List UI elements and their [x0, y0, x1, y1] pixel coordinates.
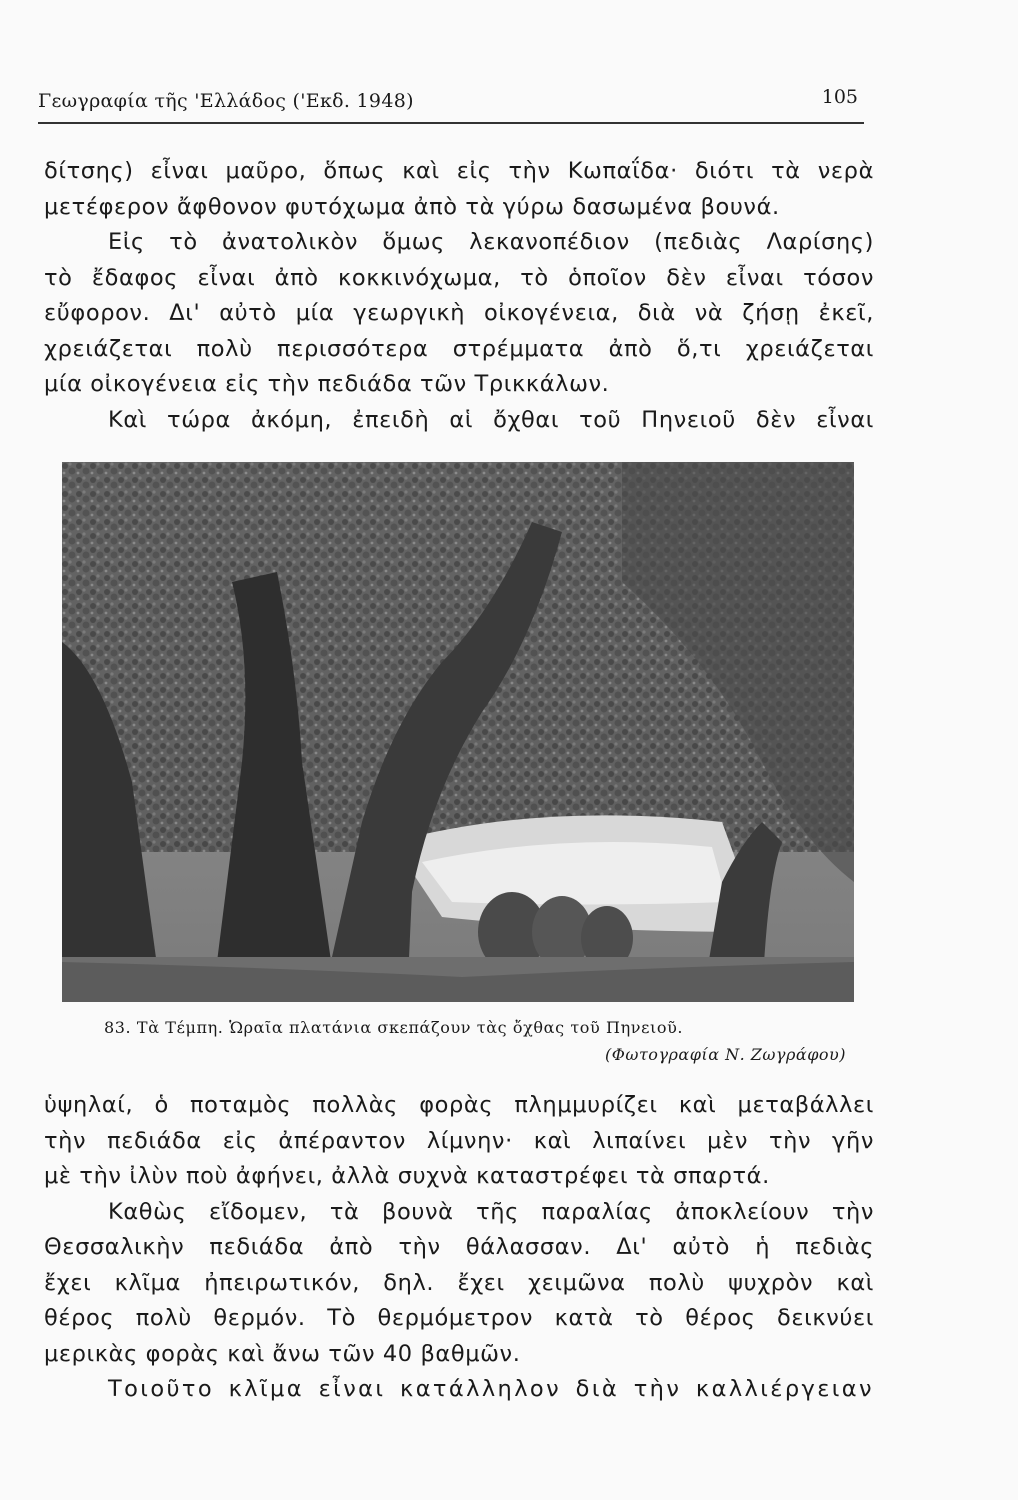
text-line: ὑψηλαί, ὁ ποταμὸς πολλὰς φορὰς πλημμυρίζει καὶ μεταβάλλει	[44, 1092, 874, 1118]
photo-caption	[104, 1018, 846, 1064]
text-line: δίτσης) εἶναι μαῦρο, ὅπως καὶ εἰς τὴν Κωπαΐδα· διότι τὰ νερὰ	[44, 158, 874, 184]
running-header	[38, 88, 864, 124]
paragraph	[44, 1372, 874, 1408]
text-line: τὴν πεδιάδα εἰς ἀπέραντον λίμνην· καὶ λιπαίνει μὲν τὴν γῆν	[44, 1127, 874, 1154]
body-text-top	[44, 154, 874, 438]
text-line: Θεσσαλικὴν πεδιάδα ἀπὸ τὴν θάλασσαν. Δι' αὐτὸ ἡ πεδιὰς	[44, 1234, 874, 1260]
header-title: Γεωγραφία τῆς 'Ελλάδος ('Εκδ. 1948)	[38, 90, 414, 112]
page-number: 105	[821, 86, 858, 108]
text-line: θέρος πολὺ θερμόν. Τὸ θερμόμετρον κατὰ τὸ θέρος δεικνύει	[44, 1305, 874, 1331]
text-line: μὲ τὴν ἰλὺν ποὺ ἀφήνει, ἀλλὰ συχνὰ καταστρέφει τὰ σπαρτά.	[44, 1163, 770, 1189]
text-line: Εἰς τὸ ἀνατολικὸν ὅμως λεκανοπέδιον (πεδιὰς Λαρίσης)	[108, 229, 874, 255]
text-line: μία οἰκογένεια εἰς τὴν πεδιάδα τῶν Τρικκάλων.	[44, 371, 610, 397]
text-line: Τοιοῦτο κλῖμα εἶναι κατάλληλον διὰ τὴν καλλιέργειαν	[108, 1376, 874, 1402]
paragraph	[44, 154, 874, 225]
tree-photo-illustration	[62, 462, 854, 1002]
caption-text: 83. Τὰ Τέμπη. Ὡραῖα πλατάνια σκεπάζουν τὰς ὄχθας τοῦ Πηνειοῦ.	[104, 1018, 684, 1037]
text-line: ἔχει κλῖμα ἠπειρωτικόν, δηλ. ἔχει χειμῶνα πολὺ ψυχρὸν καὶ	[44, 1269, 874, 1296]
paragraph	[44, 403, 874, 439]
text-line: Καὶ τώρα ἀκόμη, ἐπειδὴ αἱ ὄχθαι τοῦ Πηνειοῦ δὲν εἶναι	[108, 406, 874, 433]
text-line: εὔφορον. Δι' αὐτὸ μία γεωργικὴ οἰκογένεια, διὰ νὰ ζήσῃ ἐκεῖ,	[44, 300, 874, 326]
text-line: μερικὰς φορὰς καὶ ἄνω τῶν 40 βαθμῶν.	[44, 1340, 521, 1367]
paragraph	[44, 225, 874, 403]
paragraph	[44, 1195, 874, 1373]
photo-credit: (Φωτογραφία Ν. Ζωγράφου)	[605, 1045, 846, 1064]
paragraph	[44, 1088, 874, 1195]
text-line: μετέφερον ἄφθονον φυτόχωμα ἀπὸ τὰ γύρω δασωμένα βουνά.	[44, 193, 780, 220]
body-text-bottom	[44, 1088, 874, 1408]
text-line: χρειάζεται πολὺ περισσότερα στρέμματα ἀπὸ ὅ,τι χρειάζεται	[44, 335, 874, 362]
text-line: τὸ ἔδαφος εἶναι ἀπὸ κοκκινόχωμα, τὸ ὁποῖον δὲν εἶναι τόσον	[44, 264, 874, 291]
text-line: Καθὼς εἴδομεν, τὰ βουνὰ τῆς παραλίας ἀποκλείουν τὴν	[108, 1198, 874, 1225]
photograph-plane-trees	[62, 462, 854, 1002]
